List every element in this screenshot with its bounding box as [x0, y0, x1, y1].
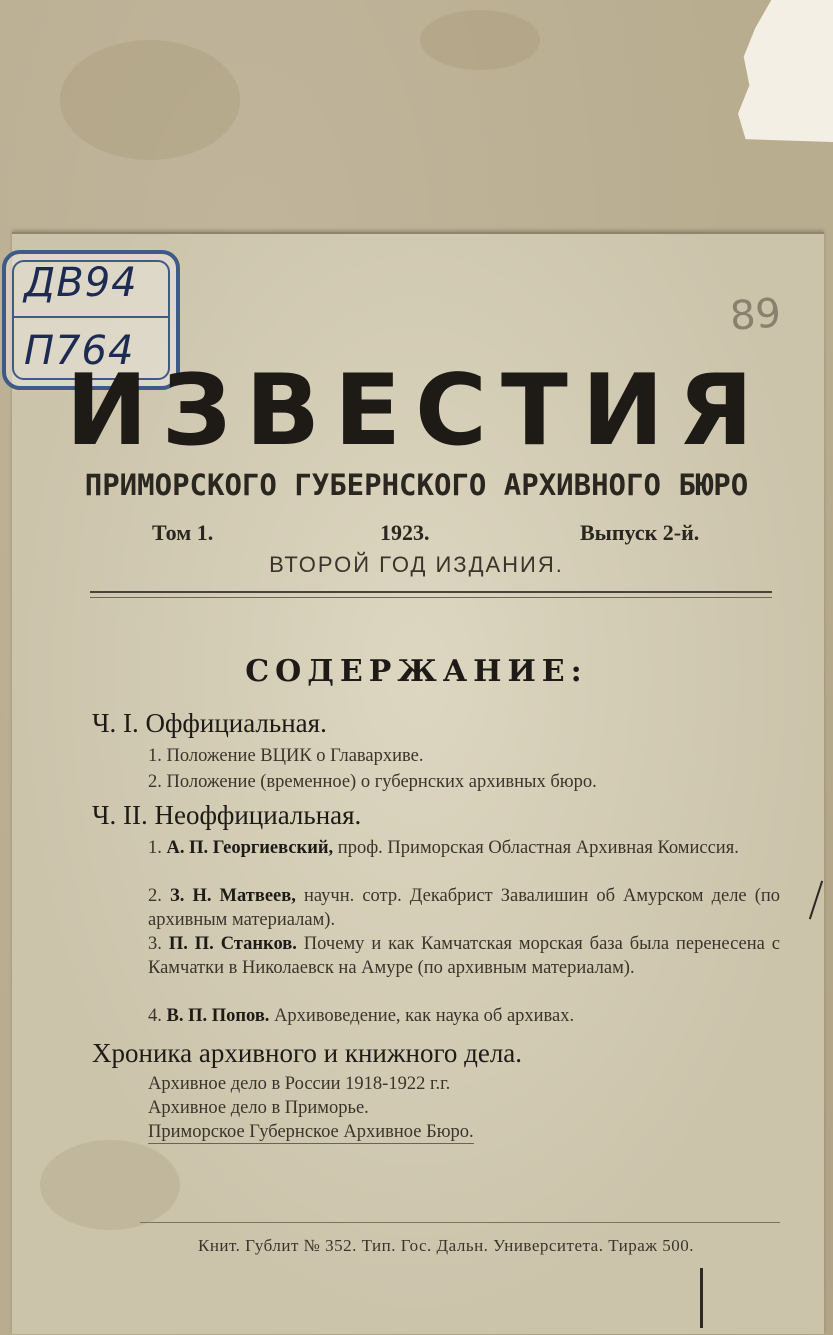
- item-number: 4.: [148, 1006, 162, 1026]
- item-number: 2.: [148, 886, 162, 906]
- divider-rule: [90, 597, 772, 598]
- stain: [420, 10, 540, 70]
- volume-label: Том 1.: [152, 520, 214, 545]
- part-2-title: Ч. II. Неоффициальная.: [92, 800, 362, 830]
- item-text: научн. сотр. Декабрист Завалишин об Амурском деле (по архивным материалам).: [148, 886, 781, 930]
- year-label: 1923.: [380, 520, 430, 545]
- printer-imprint: Книт. Гублит № 352. Тип. Гос. Дальн. Университета. Тираж 500.: [198, 1236, 695, 1255]
- item-number: 1.: [148, 838, 162, 858]
- chronicle-item: Архивное дело в России 1918-1922 г.г.: [148, 1074, 451, 1094]
- stain: [40, 1140, 180, 1230]
- stamp-shelfmark-2: П764: [24, 328, 135, 374]
- item-text: проф. Приморская Областная Архивная Комиссия.: [337, 838, 739, 858]
- part-2-item: [148, 1004, 574, 1028]
- part-2-item: [148, 836, 780, 860]
- chronicle-item: Приморское Губернское Архивное Бюро.: [148, 1122, 474, 1142]
- part-2-item: [148, 932, 780, 980]
- pencil-mark: 89: [728, 290, 783, 340]
- stain: [60, 40, 240, 160]
- item-text: Почему и как Камчатская морская база была перенесена с Камчатки в Николаевск на Амуре (по архивным материалам).: [148, 934, 781, 978]
- contents-heading: СОДЕРЖАНИЕ:: [245, 654, 588, 689]
- item-number: 3.: [148, 934, 162, 954]
- chronicle-item: Архивное дело в Приморье.: [148, 1098, 369, 1118]
- item-author: П. П. Станков.: [168, 934, 297, 954]
- item-author: З. Н. Матвеев,: [169, 886, 296, 906]
- item-author: В. П. Попов.: [166, 1006, 270, 1026]
- part-2-item: [148, 884, 780, 932]
- item-text: Архивоведение, как наука об архивах.: [274, 1006, 575, 1026]
- issue-label: Выпуск 2-й.: [580, 520, 700, 545]
- part-1-item: 1. Положение ВЦИК о Главархиве.: [148, 746, 424, 766]
- part-1-item: 2. Положение (временное) о губернских архивных бюро.: [148, 772, 597, 792]
- page-title: ИЗВЕСТИЯ: [65, 354, 768, 468]
- item-author: А. П. Георгиевский,: [166, 838, 334, 858]
- stamp-divider: [12, 316, 170, 318]
- divider-rule: [90, 591, 772, 593]
- part-1-title: Ч. I. Оффициальная.: [92, 708, 327, 738]
- stamp-shelfmark-1: ДВ94: [24, 260, 138, 306]
- pencil-stroke: [700, 1268, 703, 1328]
- page-subtitle: ПРИМОРСКОГО ГУБЕРНСКОГО АРХИВНОГО БЮРО: [84, 468, 749, 502]
- footer-rule: [140, 1222, 780, 1223]
- chronicle-title: Хроника архивного и книжного дела.: [92, 1038, 523, 1068]
- edition-label: ВТОРОЙ ГОД ИЗДАНИЯ.: [269, 552, 564, 577]
